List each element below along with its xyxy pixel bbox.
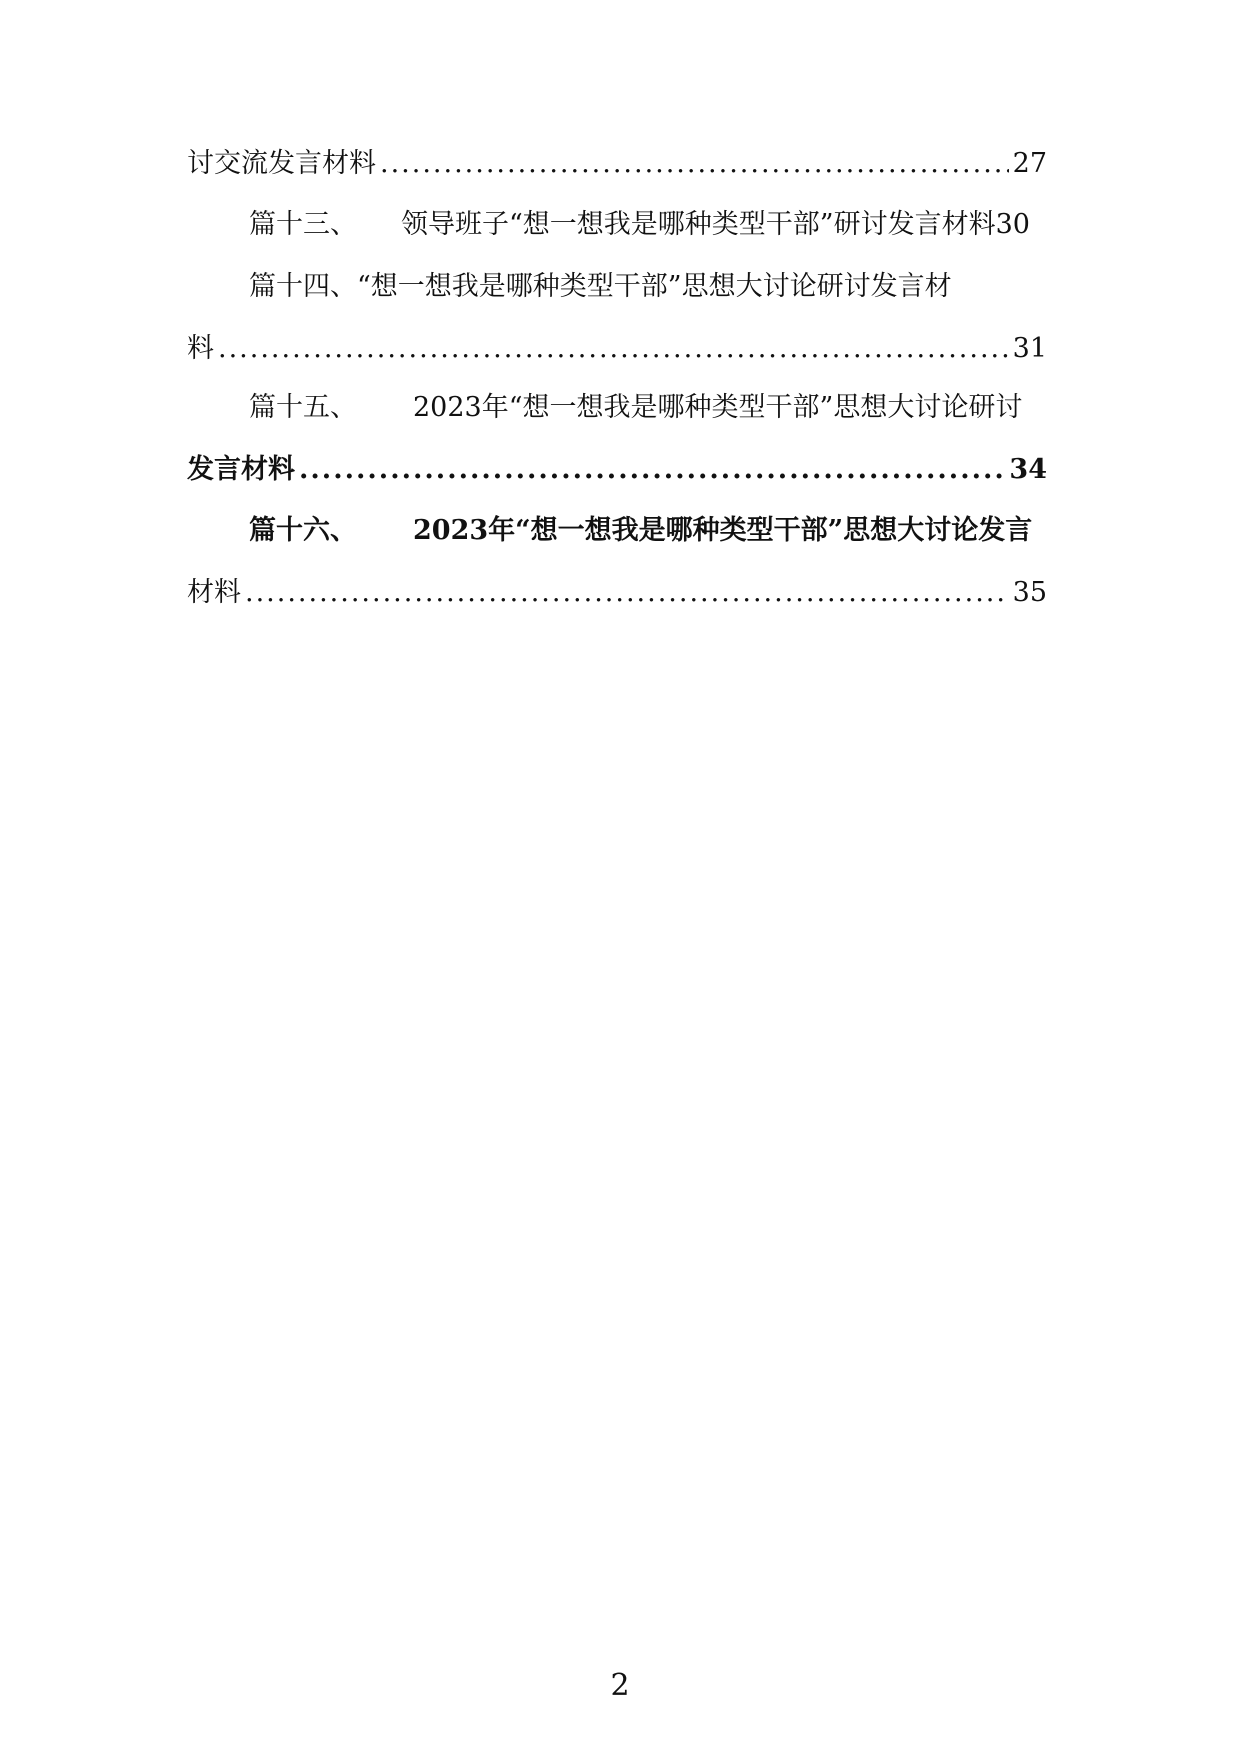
toc-entry-16-line2[interactable] [187, 575, 1047, 611]
toc-entry-13[interactable] [249, 207, 1030, 243]
toc-entry-16-line1[interactable] [249, 513, 1032, 549]
toc-entry-14-line2[interactable] [187, 331, 1047, 367]
toc-entry-title: 讨交流发言材料 [187, 148, 376, 179]
toc-page-number: 27 [1012, 148, 1047, 179]
toc-page-number: 31 [1012, 333, 1047, 364]
toc-entry-title: 材料 [187, 577, 241, 608]
toc-entry-15-line2[interactable] [187, 452, 1047, 488]
toc-entry-title: 2023年“想一想我是哪种类型干部”思想大讨论研讨 [413, 392, 1023, 423]
toc-entry-prefix: 篇十五、 [249, 392, 357, 423]
toc-entry-title: 2023年“想一想我是哪种类型干部”思想大讨论发言 [413, 515, 1033, 546]
toc-page-number: 34 [1009, 454, 1047, 485]
toc-entry-prefix: 篇十三、 [249, 209, 357, 240]
toc-entry-15-line1[interactable] [249, 390, 1022, 426]
toc-entry-prefix: 篇十六、 [249, 515, 357, 546]
page-number: 2 [610, 1668, 630, 1703]
toc-leader-dots [218, 331, 1009, 367]
toc-entry-12-continuation[interactable] [187, 146, 1047, 182]
toc-leader-dots [380, 146, 1009, 182]
toc-leader-dots [245, 575, 1009, 611]
toc-entry-title: 发言材料 [187, 454, 295, 485]
toc-page-number: 35 [1012, 577, 1047, 608]
toc-entry-title: 领导班子“想一想我是哪种类型干部”研讨发言材料30 [401, 209, 1030, 240]
toc-entry-14-line1[interactable]: 篇十四、“想一想我是哪种类型干部”思想大讨论研讨发言材 [249, 271, 952, 302]
toc-entry-title: 料 [187, 333, 214, 364]
toc-leader-dots [299, 452, 1005, 488]
